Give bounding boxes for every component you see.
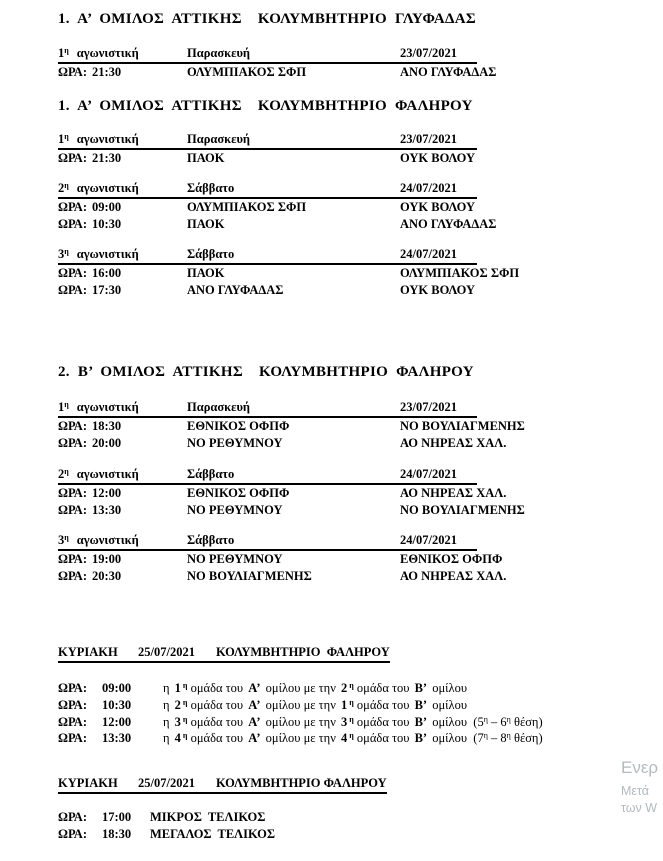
crossover-row [58, 697, 543, 714]
round-block [58, 133, 477, 167]
section-title-group-b-faliro: 2. Β’ ΟΜΙΛΟΣ ΑΤΤΙΚΗΣ ΚΟΛΥΜΒΗΤΗΡΙΟ ΦΑΛΗΡΟΥ [58, 364, 474, 380]
sunday-crossover-header [58, 643, 390, 663]
header-day: ΚΥΡΙΑΚΗ [58, 645, 118, 659]
round-day: Σάββατο [187, 533, 235, 547]
match-time: ΩΡΑ: 17:30 [58, 283, 122, 297]
away-team: ΑΟ ΝΗΡΕΑΣ ΧΑΛ. [400, 569, 507, 583]
round-day: Σάββατο [187, 467, 235, 481]
away-team: ΑΟ ΝΗΡΕΑΣ ΧΑΛ. [400, 486, 507, 500]
away-team: ΑΝΟ ΓΛΥΦΑΔΑΣ [400, 65, 497, 79]
final-row [58, 826, 275, 843]
round-date: 23/07/2021 [400, 400, 457, 414]
match-time: ΩΡΑ: 18:30 [58, 419, 122, 433]
away-team: ΕΘΝΙΚΟΣ ΟΦΠΦ [400, 552, 503, 566]
match-time: ΩΡΑ: 12:00 [58, 486, 122, 500]
match-time: 18:30 [102, 827, 132, 841]
home-team: ΠΑΟΚ [187, 266, 225, 280]
round-header [58, 133, 477, 150]
match-time: ΩΡΑ: 20:00 [58, 436, 122, 450]
home-team: ΕΘΝΙΚΟΣ ΟΦΠΦ [187, 486, 290, 500]
final-row [58, 809, 275, 826]
ordinal-superscript: η [64, 132, 69, 141]
sunday-finals-rows [58, 809, 275, 843]
match-time: ΩΡΑ: 20:30 [58, 569, 122, 583]
section-title-group-a-faliro: 1. Α’ ΟΜΙΛΟΣ ΑΤΤΙΚΗΣ ΚΟΛΥΜΒΗΤΗΡΙΟ ΦΑΛΗΡΟΥ [58, 98, 473, 114]
away-team: ΑΟ ΝΗΡΕΑΣ ΧΑΛ. [400, 436, 507, 450]
time-label: ΩΡΑ: [58, 731, 87, 746]
placement-note: ($7^\eta - 8^\eta$ θέση) [467, 731, 543, 746]
match-time: 10:30 [102, 697, 132, 712]
placement-note: ($5^\eta - 6^\eta$ θέση) [467, 714, 543, 729]
round-day: Σάββατο [187, 181, 235, 195]
time-label: ΩΡΑ: [58, 810, 87, 824]
round-block [58, 468, 525, 519]
watermark-line: των W [621, 801, 658, 815]
home-team: ΠΑΟΚ [187, 151, 225, 165]
match-time: ΩΡΑ: 10:30 [58, 217, 122, 231]
match-time: 09:00 [102, 681, 132, 695]
away-team: ΟΥΚ ΒΟΛΟΥ [400, 200, 476, 214]
header-date: 25/07/2021 [138, 776, 195, 790]
home-team: ΟΛΥΜΠΙΑΚΟΣ ΣΦΠ [187, 65, 307, 79]
round-date: 24/07/2021 [400, 181, 457, 195]
sunday-finals-header [58, 774, 387, 794]
round-header [58, 401, 477, 418]
round-block [58, 534, 506, 585]
time-label: ΩΡΑ: [58, 714, 87, 729]
match-row [58, 551, 506, 568]
round-header [58, 468, 477, 485]
match-time: ΩΡΑ: 19:00 [58, 552, 122, 566]
round-block [58, 248, 519, 299]
match-row [58, 64, 496, 81]
section-title-group-a-glyfada: 1. Α’ ΟΜΙΛΟΣ ΑΤΤΙΚΗΣ ΚΟΛΥΜΒΗΤΗΡΙΟ ΓΛΥΦΑΔΑΣ [58, 11, 477, 27]
match-row [58, 568, 506, 585]
round-block [58, 47, 496, 81]
away-team: ΝΟ ΒΟΥΛΙΑΓΜΕΝΗΣ [400, 503, 525, 517]
header-date: 25/07/2021 [138, 645, 195, 659]
time-label: ΩΡΑ: [58, 827, 87, 841]
round-name: $2^\eta$ αγωνιστική [58, 181, 139, 195]
round-header [58, 47, 477, 64]
round-name: $2^\eta$ αγωνιστική [58, 467, 139, 481]
round-header [58, 534, 477, 551]
round-day: Σάββατο [187, 247, 235, 261]
match-time: 17:00 [102, 810, 132, 824]
watermark-line: Ενερ [621, 758, 659, 777]
round-date: 24/07/2021 [400, 467, 457, 481]
match-time: ΩΡΑ: 09:00 [58, 200, 122, 214]
home-team: ΕΘΝΙΚΟΣ ΟΦΠΦ [187, 419, 290, 433]
round-name: $3^\eta$ αγωνιστική [58, 247, 139, 261]
watermark-line: Μετά [621, 784, 649, 798]
home-team: ΝΟ ΡΕΘΥΜΝΟΥ [187, 552, 283, 566]
time-label: ΩΡΑ: [58, 697, 87, 712]
match-row [58, 485, 525, 502]
home-team: ΝΟ ΡΕΘΥΜΝΟΥ [187, 503, 283, 517]
round-block [58, 401, 525, 452]
ordinal-superscript: η [64, 467, 69, 476]
match-row [58, 418, 525, 435]
pairing-text: η 4 $^\eta$ ομάδα του Α’ ομίλου με την 4 $^\eta$ ομάδα του Β’ ομίλου ($7^\eta - 8^\eta$ θέση) [163, 731, 543, 746]
away-team: ΑΝΟ ΓΛΥΦΑΔΑΣ [400, 217, 497, 231]
pairing-text: η 1 $^\eta$ ομάδα του Α’ ομίλου με την 2 $^\eta$ ομάδα του Β’ ομίλου [163, 681, 468, 695]
home-team: ΠΑΟΚ [187, 217, 225, 231]
home-team: ΟΛΥΜΠΙΑΚΟΣ ΣΦΠ [187, 200, 307, 214]
match-time: 13:30 [102, 731, 132, 746]
crossover-row [58, 680, 543, 697]
sunday-crossover-rows [58, 680, 543, 747]
crossover-row [58, 730, 543, 747]
match-row [58, 282, 519, 299]
round-date: 23/07/2021 [400, 46, 457, 60]
away-team: ΝΟ ΒΟΥΛΙΑΓΜΕΝΗΣ [400, 419, 525, 433]
round-date: 24/07/2021 [400, 533, 457, 547]
header-day: ΚΥΡΙΑΚΗ [58, 776, 118, 790]
time-label: ΩΡΑ: [58, 681, 87, 695]
match-time: ΩΡΑ: 16:00 [58, 266, 122, 280]
match-row [58, 216, 496, 233]
round-day: Παρασκευή [187, 132, 251, 146]
round-day: Παρασκευή [187, 46, 251, 60]
round-header [58, 182, 477, 199]
pairing-text: η 2 $^\eta$ ομάδα του Α’ ομίλου με την 1 $^\eta$ ομάδα του Β’ ομίλου [163, 697, 468, 712]
pairing-text: η 3 $^\eta$ ομάδα του Α’ ομίλου με την 3 $^\eta$ ομάδα του Β’ ομίλου ($5^\eta - 6^\eta$ θέση) [163, 714, 543, 729]
header-venue: ΚΟΛΥΜΒΗΤΗΡΙΟ ΦΑΛΗΡΟΥ [216, 776, 387, 790]
windows-activation-watermark [621, 757, 663, 817]
match-row [58, 265, 519, 282]
ordinal-superscript: η [64, 533, 69, 542]
match-time: ΩΡΑ: 13:30 [58, 503, 122, 517]
final-label: ΜΕΓΑΛΟΣ ΤΕΛΙΚΟΣ [150, 827, 276, 841]
match-row [58, 150, 477, 167]
ordinal-superscript: η [64, 400, 69, 409]
round-day: Παρασκευή [187, 400, 251, 414]
away-team: ΟΥΚ ΒΟΛΟΥ [400, 283, 476, 297]
ordinal-superscript: η [64, 247, 69, 256]
round-name: $1^\eta$ αγωνιστική [58, 400, 139, 414]
header-venue: ΚΟΛΥΜΒΗΤΗΡΙΟ ΦΑΛΗΡΟΥ [216, 645, 390, 659]
round-header [58, 248, 477, 265]
away-team: ΟΛΥΜΠΙΑΚΟΣ ΣΦΠ [400, 266, 520, 280]
crossover-row [58, 714, 543, 731]
match-time: 12:00 [102, 714, 132, 729]
match-row [58, 199, 496, 216]
final-label: ΜΙΚΡΟΣ ΤΕΛΙΚΟΣ [150, 810, 266, 824]
away-team: ΟΥΚ ΒΟΛΟΥ [400, 151, 476, 165]
match-row [58, 502, 525, 519]
ordinal-superscript: η [64, 46, 69, 55]
ordinal-superscript: η [64, 181, 69, 190]
home-team: ΝΟ ΡΕΘΥΜΝΟΥ [187, 436, 283, 450]
round-name: $1^\eta$ αγωνιστική [58, 132, 139, 146]
match-time: ΩΡΑ: 21:30 [58, 151, 122, 165]
match-row [58, 435, 525, 452]
round-date: 23/07/2021 [400, 132, 457, 146]
round-block [58, 182, 496, 233]
round-date: 24/07/2021 [400, 247, 457, 261]
home-team: ΝΟ ΒΟΥΛΙΑΓΜΕΝΗΣ [187, 569, 312, 583]
match-time: ΩΡΑ: 21:30 [58, 65, 122, 79]
round-name: $3^\eta$ αγωνιστική [58, 533, 139, 547]
home-team: ΑΝΟ ΓΛΥΦΑΔΑΣ [187, 283, 284, 297]
round-name: $1^\eta$ αγωνιστική [58, 46, 139, 60]
